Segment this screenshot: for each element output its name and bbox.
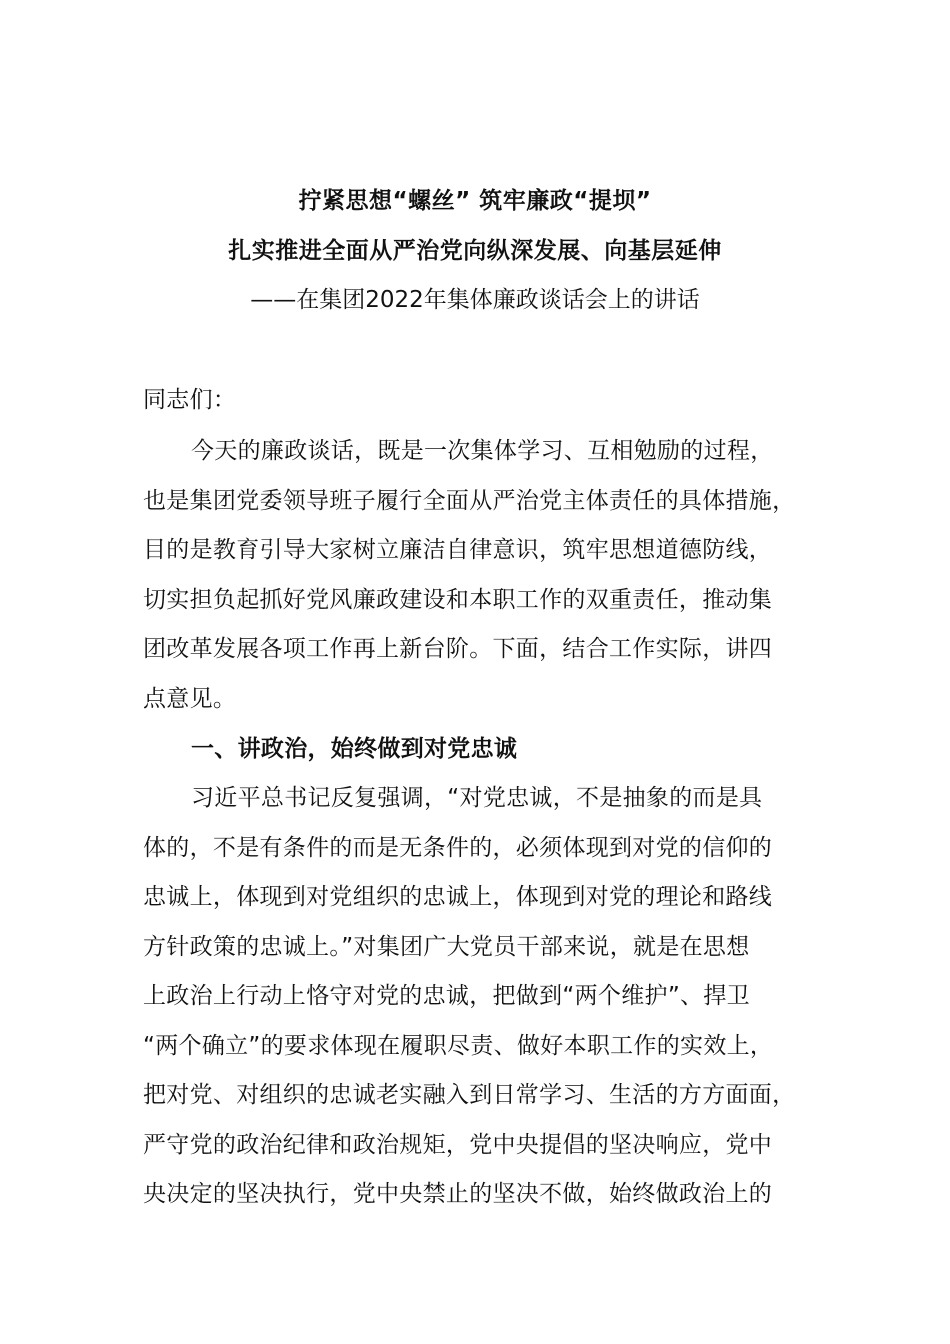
paragraph-line: 今天的廉政谈话，既是一次集体学习、互相勉励的过程， xyxy=(191,438,774,464)
paragraph-line: 习近平总书记反复强调，“对党忠诚，不是抽象的而是具 xyxy=(191,785,763,811)
salutation: 同志们： xyxy=(143,387,237,413)
paragraph-line: 体的，不是有条件的而是无条件的，必须体现到对党的信仰的 xyxy=(143,835,773,861)
paragraph-line: 也是集团党委领导班子履行全面从严治党主体责任的具体措施， xyxy=(143,488,796,514)
paragraph-line: 团改革发展各项工作再上新台阶。下面，结合工作实际，讲四 xyxy=(143,636,773,662)
paragraph-line: 切实担负起抓好党风廉政建设和本职工作的双重责任，推动集 xyxy=(143,587,773,613)
section-heading: 一、讲政治，始终做到对党忠诚 xyxy=(191,736,518,762)
paragraph-line: “两个确立”的要求体现在履职尽责、做好本职工作的实效上， xyxy=(143,1033,774,1059)
paragraph-line: 忠诚上，体现到对党组织的忠诚上，体现到对党的理论和路线 xyxy=(143,884,773,910)
document-subtitle: ——在集团2022年集体廉政谈话会上的讲话 xyxy=(250,287,700,313)
paragraph-line: 严守党的政治纪律和政治规矩，党中央提倡的坚决响应，党中 xyxy=(143,1132,773,1158)
paragraph-line: 点意见。 xyxy=(143,686,237,712)
document-title-line-2: 扎实推进全面从严治党向纵深发展、向基层延伸 xyxy=(228,238,722,264)
paragraph-line: 上政治上行动上恪守对党的忠诚，把做到“两个维护”、捍卫 xyxy=(143,983,750,1009)
paragraph-line: 把对党、对组织的忠诚老实融入到日常学习、生活的方方面面， xyxy=(143,1082,796,1108)
document-title-line-1: 拧紧思想“螺丝” 筑牢廉政“提坝” xyxy=(298,188,652,214)
paragraph-line: 央决定的坚决执行，党中央禁止的坚决不做，始终做政治上的 xyxy=(143,1181,773,1207)
paragraph-line: 方针政策的忠诚上。”对集团广大党员干部来说，就是在思想 xyxy=(143,934,750,960)
paragraph-line: 目的是教育引导大家树立廉洁自律意识，筑牢思想道德防线， xyxy=(143,537,773,563)
